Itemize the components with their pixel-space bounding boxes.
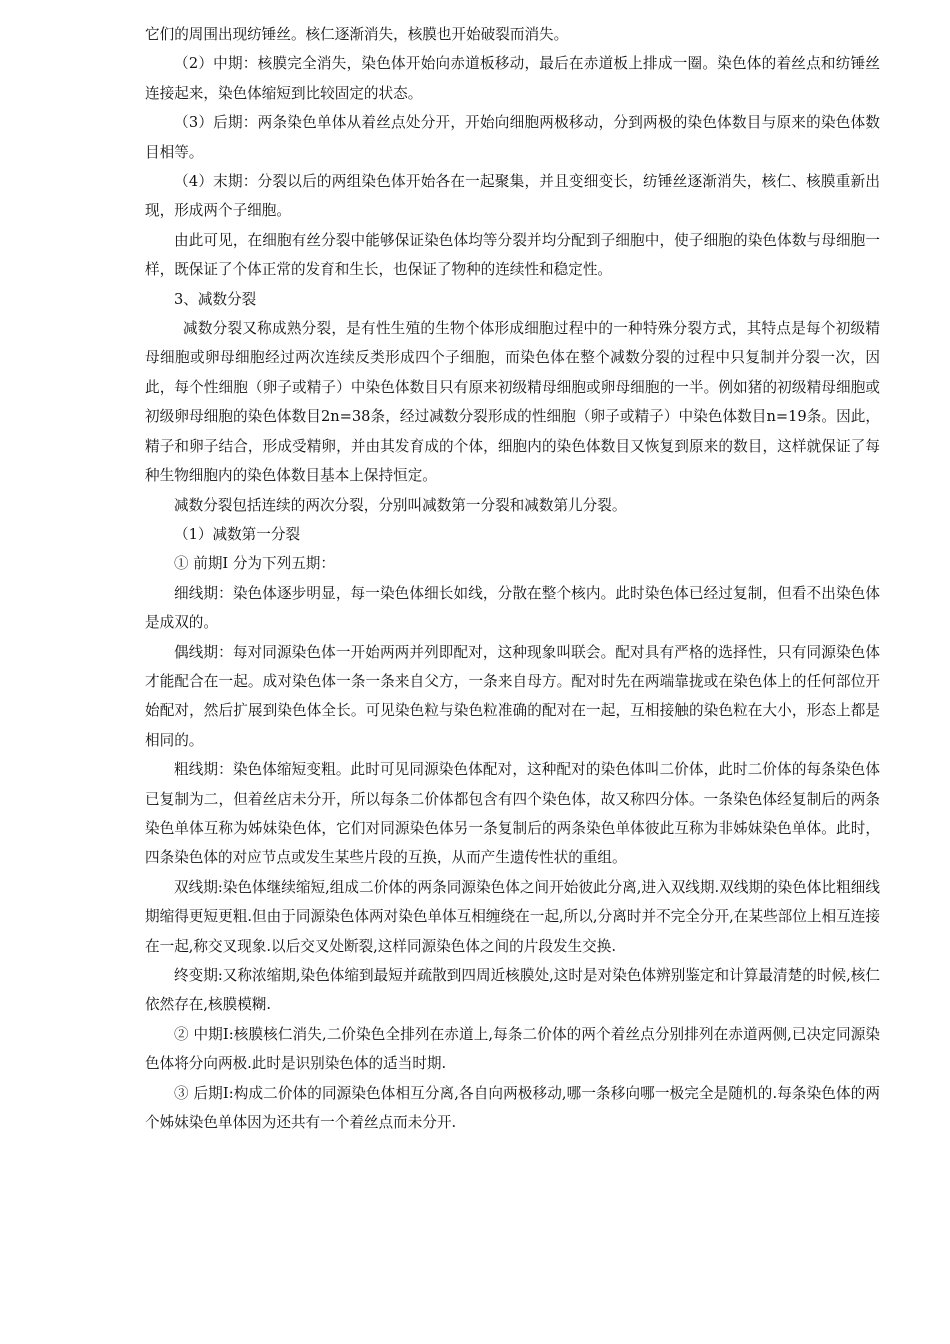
paragraph-diakinesis: 终变期:又称浓缩期,染色体缩到最短并疏散到四周近核膜处,这时是对染色体辨别鉴定和计算最清楚的时候,核仁依然存在,核膜模糊.	[145, 967, 880, 1014]
paragraph-spindle-appears: 它们的周围出现纺锤丝。核仁逐渐消失，核膜也开始破裂而消失。	[145, 26, 569, 43]
paragraph-metaphase: （2）中期：核膜完全消失，染色体开始向赤道板移动，最后在赤道板上排成一圈。染色体的着丝点和纺锤丝连接起来，染色体缩短到比较固定的状态。	[145, 55, 880, 102]
paragraph-pachytene: 粗线期：染色体缩短变粗。此时可见同源染色体配对，这种配对的染色体叫二价体，此时二价体的每条染色体已复制为二，但着丝店未分开，所以每条二价体都包含有四个染色体，故又称四分体。一条染色体经复制后的两条染色单体互称为姊妹染色体，它们对同源染色体另一条复制后的两条染色单体彼此互称为非姊妹染色单体。此时，四条染色体的对应节点或发生某些片段的互换，从而产生遗传性状的重组。	[145, 761, 880, 867]
paragraph-telophase: （4）末期：分裂以后的两组染色体开始各在一起聚集，并且变细变长，纺锤丝逐渐消失，核仁、核膜重新出现，形成两个子细胞。	[145, 173, 880, 220]
paragraph-meiosis-definition: 减数分裂又称成熟分裂，是有性生殖的生物个体形成细胞过程中的一种特殊分裂方式，其特点是每个初级精母细胞或卵母细胞经过两次连续反类形成四个子细胞，而染色体在整个减数分裂的过程中只复制并分裂一次，因此，每个性细胞（卵子或精子）中染色体数目只有原来初级精母细胞或卵母细胞的一半。例如猪的初级精母细胞或初级卵母细胞的染色体数目2n=38条，经过减数分裂形成的性细胞（卵子或精子）中染色体数目n=19条。因此，精子和卵子结合，形成受精卵，并由其发育成的个体，细胞内的染色体数目又恢复到原来的数目，这样就保证了每种生物细胞内的染色体数目基本上保持恒定。	[145, 320, 880, 485]
paragraph-diplotene: 双线期:染色体继续缩短,组成二价体的两条同源染色体之间开始彼此分离,进入双线期.双线期的染色体比粗细线期缩得更短更粗.但由于同源染色体两对染色单体互相缠绕在一起,所以,分离时并不完全分开,在某些部位上相互连接在一起,称交叉现象.以后交叉处断裂,这样同源染色体之间的片段发生交换.	[145, 878, 880, 955]
paragraph-zygotene: 偶线期：每对同源染色体一开始两两并列即配对，这种现象叫联会。配对具有严格的选择性，只有同源染色体才能配合在一起。成对染色体一条一条来自父方，一条来自母方。配对时先在两端靠拢或在染色体上的任何部位开始配对，然后扩展到染色体全长。可见染色粒与染色粒准确的配对在一起，互相接触的染色粒在大小，形态上都是相同的。	[145, 643, 880, 749]
section-heading-meiosis: 3、减数分裂	[174, 290, 257, 308]
subheading-meiosis-one: （1）减数第一分裂	[174, 525, 301, 543]
paragraph-metaphase-one: ② 中期Ⅰ:核膜核仁消失,二价染色全排列在赤道上,每条二价体的两个着丝点分别排列在赤道两侧,已决定同源染色体将分向两极.此时是识别染色体的适当时期.	[145, 1025, 880, 1073]
paragraph-leptotene: 细线期：染色体逐步明显，每一染色体细长如线，分散在整个核内。此时染色体已经过复制，但看不出染色体是成双的。	[145, 584, 880, 632]
subheading-prophase-one: ① 前期Ⅰ 分为下列五期：	[174, 555, 335, 573]
document-page	[145, 20, 880, 1137]
paragraph-mitosis-summary: 由此可见，在细胞有丝分裂中能够保证染色体均等分裂并均分配到子细胞中，使子细胞的染色体数与母细胞一样，既保证了个体正常的发育和生长，也保证了物种的连续性和稳定性。	[145, 231, 880, 279]
paragraph-meiosis-two-divisions: 减数分裂包括连续的两次分裂，分别叫减数第一分裂和减数第儿分裂。	[174, 496, 627, 514]
paragraph-anaphase: （3）后期：两条染色单体从着丝点处分开，开始向细胞两极移动，分到两极的染色体数目与原来的染色体数目相等。	[145, 114, 880, 161]
paragraph-anaphase-one: ③ 后期Ⅰ:构成二价体的同源染色体相互分离,各自向两极移动,哪一条移向哪一极完全是随机的.每条染色体的两个姊妹染色单体因为还共有一个着丝点而未分开.	[145, 1084, 880, 1132]
